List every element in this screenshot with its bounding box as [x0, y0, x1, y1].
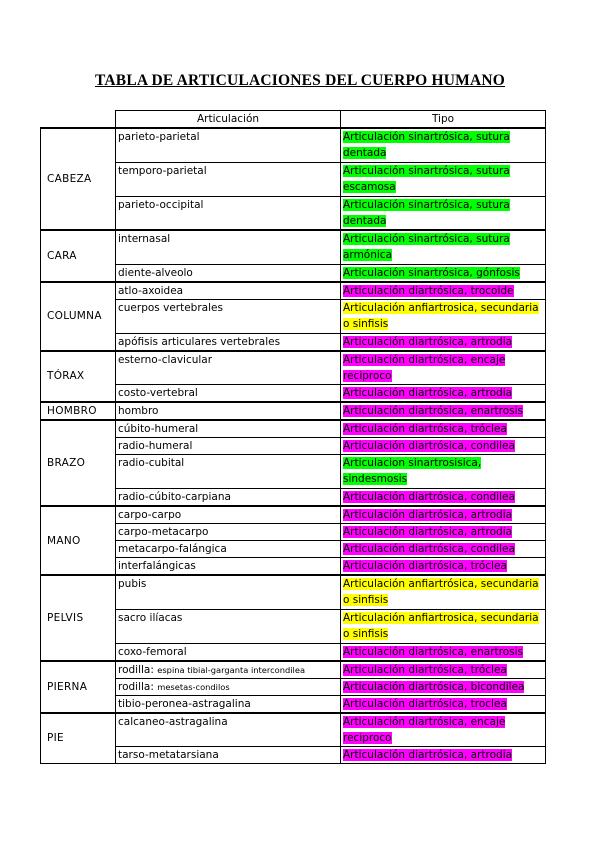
joint-cell: [116, 402, 341, 420]
joint-name: radio-cubital: [118, 457, 185, 469]
region-cell: HOMBRO: [41, 402, 116, 420]
tipo-cell: [341, 661, 546, 679]
table-row: [41, 264, 546, 282]
joint-cell: [116, 524, 341, 541]
joint-name: hombro: [118, 405, 159, 417]
region-cell: MANO: [41, 506, 116, 575]
tipo-cell: [341, 264, 546, 282]
tipo-text: Articulación diartrósica, artrodia: [343, 526, 513, 538]
joint-name: carpo-metacarpo: [118, 526, 209, 538]
tipo-cell: [341, 402, 546, 420]
tipo-text: Articulación diartrósica, encaje reciproco: [343, 715, 506, 744]
tipo-text: Articulación sinartrósica, sutura dentada: [343, 131, 510, 159]
joint-cell: [116, 661, 341, 679]
table-row: [41, 541, 546, 558]
tipo-text: Articulación anfiartrósica, secundaria o sinfisis: [343, 578, 539, 606]
table-row: [41, 747, 546, 764]
table-row: [41, 489, 546, 507]
region-cell: CABEZA: [41, 128, 116, 230]
joint-name: internasal: [118, 233, 171, 245]
joint-name: pubis: [118, 578, 147, 590]
tipo-cell: [341, 128, 546, 162]
joint-name: rodilla:: [118, 680, 154, 693]
tipo-text: Articulación anfiartrosica, secundaria o sinfisis: [343, 611, 539, 640]
tipo-cell: [341, 196, 546, 230]
document-title: TABLA DE ARTICULACIONES DEL CUERPO HUMANO: [95, 72, 505, 89]
joint-cell: [116, 420, 341, 438]
tipo-text: Articulación diartrósica, tróclea: [343, 663, 507, 676]
tipo-cell: [341, 420, 546, 438]
region-cell: PIE: [41, 713, 116, 764]
tipo-cell: [341, 162, 546, 196]
table-header-row: [41, 111, 546, 129]
joint-name: tibio-peronea-astragalina: [118, 697, 251, 710]
joint-cell: [116, 351, 341, 385]
joint-name: tarso-metatarsiana: [118, 749, 219, 761]
table-row: [41, 455, 546, 489]
region-cell: CARA: [41, 230, 116, 282]
tipo-text: Articulación sinartrósica, sutura escamosa: [343, 164, 510, 193]
joint-cell: [116, 609, 341, 643]
table-row: [41, 282, 546, 300]
joint-cell: [116, 128, 341, 162]
joint-cell: [116, 575, 341, 609]
joint-cell: [116, 747, 341, 764]
region-cell: BRAZO: [41, 420, 116, 506]
table-row: [41, 695, 546, 713]
table-row: [41, 678, 546, 695]
joint-cell: [116, 489, 341, 507]
table-row: [41, 351, 546, 385]
region-cell: TÓRAX: [41, 351, 116, 403]
joint-name: costo-vertebral: [118, 387, 198, 399]
joint-name: calcaneo-astragalina: [118, 715, 228, 728]
tipo-text: Articulación sinartrósica, gónfosis: [343, 266, 520, 279]
joint-cell: [116, 264, 341, 282]
table-row: [41, 506, 546, 524]
table-row: [41, 299, 546, 333]
tipo-text: Articulación diartrósica, artrodia: [343, 387, 513, 399]
joint-name: parieto-parietal: [118, 131, 200, 143]
tipo-cell: [341, 506, 546, 524]
tipo-cell: [341, 455, 546, 489]
tipo-text: Articulación diartrósica, condilea: [343, 543, 515, 555]
tipo-text: Articulación diartrósica, tróclea: [343, 423, 507, 435]
tipo-cell: [341, 695, 546, 713]
header-tipo: Tipo: [341, 111, 546, 129]
joint-name: carpo-carpo: [118, 509, 182, 521]
tipo-cell: [341, 351, 546, 385]
joint-detail: espina tibial-garganta intercondilea: [157, 664, 306, 675]
tipo-cell: [341, 558, 546, 576]
table-row: [41, 196, 546, 230]
joint-detail: mesetas-condilos: [157, 681, 230, 692]
region-cell: PELVIS: [41, 575, 116, 661]
joint-cell: [116, 713, 341, 747]
tipo-text: Articulación diartrósica, condilea: [343, 440, 515, 452]
joint-cell: [116, 558, 341, 576]
joint-cell: [116, 643, 341, 661]
tipo-text: Articulación diartrósica, artrodia: [343, 749, 513, 761]
table-row: [41, 385, 546, 403]
table-row: [41, 128, 546, 162]
joint-name: coxo-femoral: [118, 645, 187, 658]
table-body: [41, 128, 546, 764]
region-cell: PIERNA: [41, 661, 116, 713]
joint-cell: [116, 196, 341, 230]
joint-cell: [116, 455, 341, 489]
table-row: [41, 438, 546, 455]
tipo-cell: [341, 541, 546, 558]
tipo-cell: [341, 678, 546, 695]
joint-cell: [116, 678, 341, 695]
tipo-text: Articulación diartrósica, troclea: [343, 697, 507, 710]
joint-cell: [116, 695, 341, 713]
joint-name: cúbito-humeral: [118, 423, 199, 435]
joint-name: radio-cúbito-carpiana: [118, 491, 231, 503]
joint-name: temporo-parietal: [118, 164, 207, 177]
table-row: [41, 402, 546, 420]
tipo-text: Articulación sinartrósica, sutura armónica: [343, 233, 510, 261]
table-row: [41, 162, 546, 196]
tipo-cell: [341, 713, 546, 747]
joint-cell: [116, 282, 341, 300]
table-row: [41, 575, 546, 609]
tipo-cell: [341, 438, 546, 455]
tipo-text: Articulación diartrósica, tróclea: [343, 560, 507, 572]
tipo-cell: [341, 747, 546, 764]
joint-name: apófisis articulares vertebrales: [118, 335, 281, 348]
tipo-text: Articulación diartrósica, encaje reciproco: [343, 353, 506, 382]
joint-name: rodilla:: [118, 663, 154, 676]
joint-cell: [116, 299, 341, 333]
tipo-text: Articulacion sinartrosisica, sindesmosis: [343, 457, 482, 485]
joint-name: parieto-occipital: [118, 198, 204, 211]
tipo-text: Articulación diartrósica, trocoide: [343, 284, 514, 297]
joint-cell: [116, 506, 341, 524]
tipo-cell: [341, 385, 546, 403]
header-blank: [41, 111, 116, 129]
joint-cell: [116, 438, 341, 455]
tipo-cell: [341, 489, 546, 507]
joint-name: radio-humeral: [118, 440, 193, 452]
table-row: [41, 558, 546, 576]
tipo-text: Articulación diartrósica, bicondilea: [343, 680, 525, 693]
joint-cell: [116, 162, 341, 196]
region-cell: COLUMNA: [41, 282, 116, 351]
tipo-cell: [341, 282, 546, 300]
joint-name: cuerpos vertebrales: [118, 301, 223, 314]
joint-name: esterno-clavicular: [118, 353, 213, 366]
table-row: [41, 713, 546, 747]
table-row: [41, 609, 546, 643]
tipo-cell: [341, 643, 546, 661]
joint-name: metacarpo-falángica: [118, 543, 227, 555]
tipo-text: Articulación diartrósica, enartrosis: [343, 645, 524, 658]
joint-cell: [116, 541, 341, 558]
joint-name: interfalángicas: [118, 560, 196, 572]
tipo-text: Articulación diartrósica, condilea: [343, 491, 515, 503]
tipo-cell: [341, 609, 546, 643]
tipo-cell: [341, 299, 546, 333]
tipo-text: Articulación diartrósica, artrodia: [343, 509, 513, 521]
joint-cell: [116, 230, 341, 264]
joint-name: sacro ilíacas: [118, 611, 183, 624]
table-row: [41, 643, 546, 661]
tipo-cell: [341, 230, 546, 264]
tipo-text: Articulación diartrósica, enartrosis: [343, 405, 524, 417]
joint-name: diente-alveolo: [118, 266, 193, 279]
tipo-cell: [341, 524, 546, 541]
tipo-cell: [341, 333, 546, 351]
header-articulacion: Articulación: [116, 111, 341, 129]
table-row: [41, 333, 546, 351]
tipo-text: Articulación anfiartrosica, secundaria o sinfisis: [343, 301, 539, 330]
tipo-cell: [341, 575, 546, 609]
joint-name: atlo-axoidea: [118, 284, 184, 297]
tipo-text: Articulación diartrósica, artrodia: [343, 335, 513, 348]
table-row: [41, 230, 546, 264]
joints-table: [40, 110, 546, 764]
table-row: [41, 420, 546, 438]
table-row: [41, 524, 546, 541]
table-row: [41, 661, 546, 679]
joint-cell: [116, 333, 341, 351]
tipo-text: Articulación sinartrósica, sutura dentada: [343, 198, 510, 227]
joint-cell: [116, 385, 341, 403]
